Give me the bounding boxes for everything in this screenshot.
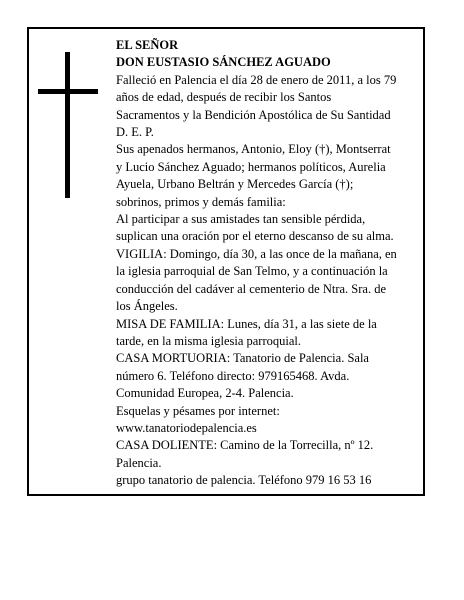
notice-body-line: Sacramentos y la Bendición Apostólica de Su Santidad (116, 107, 391, 122)
notice-body-line: grupo tanatorio de palencia. Teléfono 979 16 53 16 (116, 473, 372, 488)
notice-body-line: los Ángeles. (116, 299, 178, 314)
notice-body-line: MISA DE FAMILIA: Lunes, día 31, a las siete de la (116, 316, 377, 331)
notice-text (116, 37, 416, 490)
notice-body-line: sobrinos, primos y demás familia: (116, 194, 286, 209)
notice-body-line: VIGILIA: Domingo, día 30, a las once de la mañana, en (116, 246, 397, 261)
notice-body-line: CASA DOLIENTE: Camino de la Torrecilla, nº 12. (116, 438, 374, 453)
notice-body-line: D. E. P. (116, 125, 154, 140)
cross-vertical-bar (65, 52, 70, 198)
notice-body-line: y Lucio Sánchez Aguado; hermanos políticos, Aurelia (116, 159, 386, 174)
notice-body-line: suplican una oración por el eterno descanso de su alma. (116, 229, 394, 244)
notice-body-line: tarde, en la misma iglesia parroquial. (116, 333, 302, 348)
notice-body-line: Ayuela, Urbano Beltrán y Mercedes García (†); (116, 177, 354, 192)
notice-body-line: Esquelas y pésames por internet: (116, 403, 280, 418)
cross-icon (38, 52, 98, 198)
cross-horizontal-bar (38, 89, 98, 94)
notice-title-line: DON EUSTASIO SÁNCHEZ AGUADO (116, 55, 331, 70)
notice-body-line: Comunidad Europea, 2-4. Palencia. (116, 386, 294, 401)
notice-body-line: Sus apenados hermanos, Antonio, Eloy (†), Montserrat (116, 142, 391, 157)
notice-title-line: EL SEÑOR (116, 38, 179, 52)
notice-body-line: número 6. Teléfono directo: 979165468. Avda. (116, 368, 350, 383)
notice-body-line: CASA MORTUORIA: Tanatorio de Palencia. Sala (116, 351, 369, 366)
notice-body-line: conducción del cadáver al cementerio de Ntra. Sra. de (116, 281, 387, 296)
notice-body-line: Al participar a sus amistades tan sensible pérdida, (116, 212, 366, 227)
notice-body-line: Falleció en Palencia el día 28 de enero de 2011, a los 79 (116, 72, 397, 87)
notice-body-line: años de edad, después de recibir los Santos (116, 90, 332, 105)
notice-body-line: la iglesia parroquial de San Telmo, y a continuación la (116, 264, 388, 279)
notice-body-line: www.tanatoriodepalencia.es (116, 420, 257, 435)
notice-body-line: Palencia. (116, 455, 162, 470)
